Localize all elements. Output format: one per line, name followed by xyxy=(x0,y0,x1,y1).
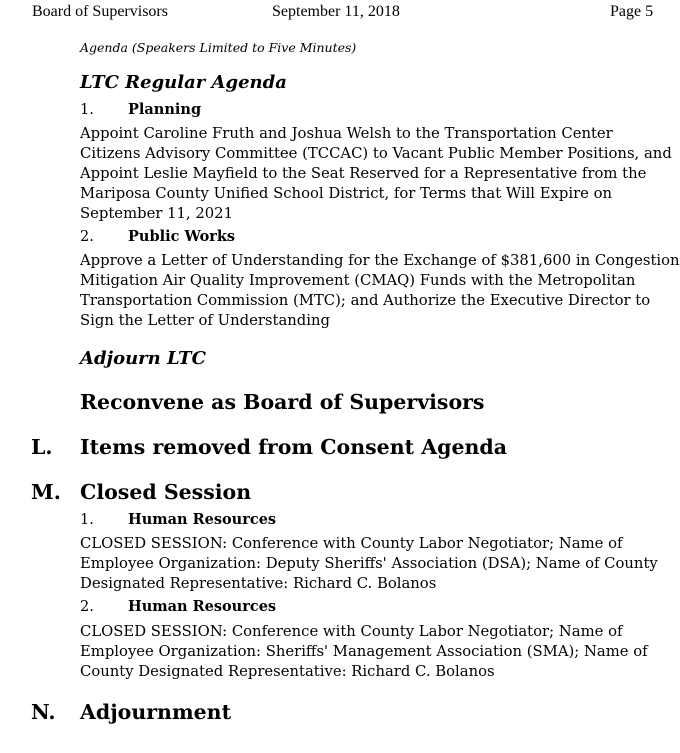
section-n-letter: N. xyxy=(31,700,56,724)
text-line: County Designated Representative: Richard C. Bolanos xyxy=(80,663,495,680)
text-line: CLOSED SESSION: Conference with County Labor Negotiator; Name of xyxy=(80,623,623,640)
reconvene-heading: Reconvene as Board of Supervisors xyxy=(80,390,485,414)
item-number: 2. xyxy=(80,599,94,615)
item-title: Human Resources xyxy=(128,598,277,615)
section-l-title: Items removed from Consent Agenda xyxy=(80,435,508,459)
text-line: Transportation Commission (MTC); and Authorize the Executive Director to xyxy=(80,292,651,309)
closed-session-item-1-heading xyxy=(80,511,276,528)
ltc-item-2-heading xyxy=(80,228,235,245)
header-board-name: Board of Supervisors xyxy=(32,3,168,20)
adjourn-ltc-heading: Adjourn LTC xyxy=(80,348,206,369)
text-line: Citizens Advisory Committee (TCCAC) to Vacant Public Member Positions, and xyxy=(80,145,672,162)
text-line: Employee Organization: Deputy Sheriffs' Association (DSA); Name of County xyxy=(80,555,658,572)
section-l-letter: L. xyxy=(31,435,53,459)
section-n-title: Adjournment xyxy=(80,700,232,724)
header-date: September 11, 2018 xyxy=(272,3,400,20)
text-line: Appoint Leslie Mayfield to the Seat Reserved for a Representative from the xyxy=(80,165,647,182)
ltc-item-2-description xyxy=(80,251,680,331)
closed-session-item-2-description xyxy=(80,622,660,682)
ltc-item-1-description xyxy=(80,124,672,224)
text-line: CLOSED SESSION: Conference with County Labor Negotiator; Name of xyxy=(80,535,623,552)
text-line: Sign the Letter of Understanding xyxy=(80,312,331,329)
item-number: 1. xyxy=(80,102,94,118)
item-title: Human Resources xyxy=(128,511,277,528)
section-m-title: Closed Session xyxy=(80,480,252,504)
text-line: Designated Representative: Richard C. Bolanos xyxy=(80,575,437,592)
text-line: Employee Organization: Sheriffs' Management Association (SMA); Name of xyxy=(80,643,648,660)
ltc-item-1-heading xyxy=(80,101,201,118)
item-title: Public Works xyxy=(128,228,236,245)
text-line: September 11, 2021 xyxy=(80,205,233,222)
section-m-letter: M. xyxy=(31,480,61,504)
text-line: Mitigation Air Quality Improvement (CMAQ) Funds with the Metropolitan xyxy=(80,272,636,289)
text-line: Appoint Caroline Fruth and Joshua Welsh to the Transportation Center xyxy=(80,125,613,142)
item-number: 2. xyxy=(80,229,94,245)
item-number: 1. xyxy=(80,512,94,528)
closed-session-item-1-description xyxy=(80,534,660,594)
item-title: Planning xyxy=(128,101,202,118)
ltc-regular-agenda-heading: LTC Regular Agenda xyxy=(80,72,287,93)
text-line: Approve a Letter of Understanding for the Exchange of $381,600 in Congestion xyxy=(80,252,680,269)
header-page-number: Page 5 xyxy=(610,3,654,20)
agenda-note: Agenda (Speakers Limited to Five Minutes) xyxy=(80,40,357,55)
closed-session-item-2-heading xyxy=(80,598,276,615)
text-line: Mariposa County Unified School District, for Terms that Will Expire on xyxy=(80,185,613,202)
